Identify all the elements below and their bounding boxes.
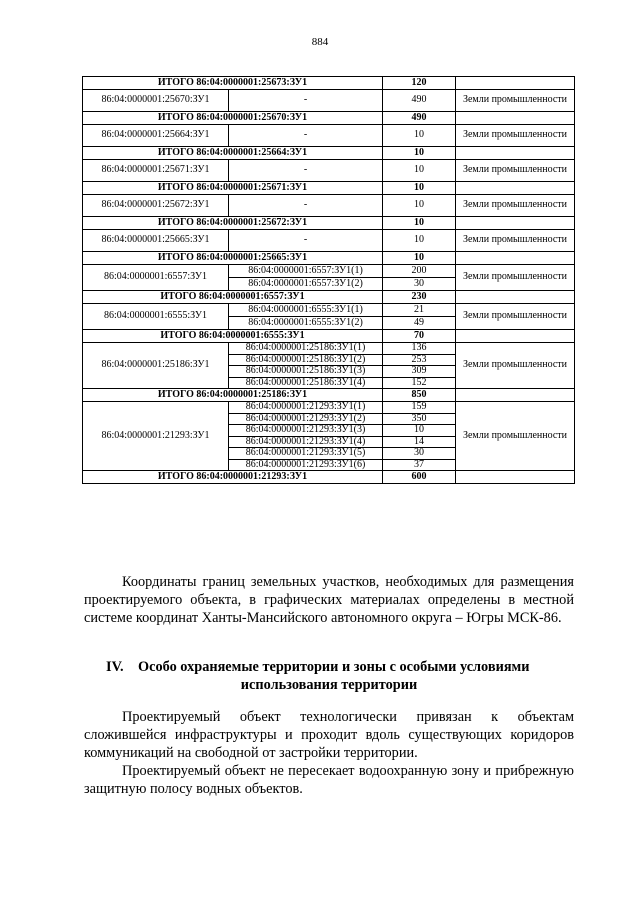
total-label: ИТОГО 86:04:0000001:25665:ЗУ1 (83, 252, 383, 265)
total-value: 10 (383, 252, 456, 265)
section-number: IV. (106, 659, 124, 675)
parcel-number: 86:04:0000001:25671:ЗУ1 (83, 160, 229, 182)
area-value: 30 (383, 278, 456, 291)
area-value: 136 (383, 343, 456, 355)
table-total-row (83, 389, 575, 402)
empty-cell (456, 389, 575, 402)
sub-parcel: 86:04:0000001:21293:ЗУ1(3) (229, 425, 383, 437)
parcel-number: 86:04:0000001:25186:ЗУ1 (83, 343, 229, 389)
total-value: 120 (383, 77, 456, 90)
land-parcels-table-body (83, 77, 575, 484)
empty-cell (456, 112, 575, 125)
empty-cell (456, 182, 575, 195)
sub-parcel: 86:04:0000001:6555:ЗУ1(2) (229, 317, 383, 330)
sub-parcel: - (229, 125, 383, 147)
sub-parcel: 86:04:0000001:6557:ЗУ1(2) (229, 278, 383, 291)
paragraph-water-text: Проектируемый объект не пересекает водоохранную зону и прибрежную защитную полосу водных объектов. (84, 763, 574, 797)
land-category: Земли промышленности (456, 230, 575, 252)
total-label: ИТОГО 86:04:0000001:6557:ЗУ1 (83, 291, 383, 304)
sub-parcel: - (229, 195, 383, 217)
empty-cell (456, 291, 575, 304)
area-value: 10 (383, 195, 456, 217)
area-value: 200 (383, 265, 456, 278)
sub-parcel: - (229, 160, 383, 182)
sub-parcel: 86:04:0000001:25186:ЗУ1(2) (229, 354, 383, 366)
land-category: Земли промышленности (456, 304, 575, 330)
total-label: ИТОГО 86:04:0000001:25673:ЗУ1 (83, 77, 383, 90)
total-value: 10 (383, 182, 456, 195)
land-category: Земли промышленности (456, 343, 575, 389)
land-category: Земли промышленности (456, 90, 575, 112)
land-category: Земли промышленности (456, 125, 575, 147)
area-value: 159 (383, 402, 456, 414)
area-value: 37 (383, 459, 456, 471)
area-value: 14 (383, 436, 456, 448)
total-label: ИТОГО 86:04:0000001:25671:ЗУ1 (83, 182, 383, 195)
paragraph-coordinates (84, 573, 574, 627)
table-row (83, 402, 575, 414)
paragraph-infrastructure (84, 708, 574, 762)
empty-cell (456, 330, 575, 343)
area-value: 490 (383, 90, 456, 112)
area-value: 21 (383, 304, 456, 317)
land-parcels-table (82, 76, 575, 484)
total-value: 10 (383, 147, 456, 160)
total-value: 600 (383, 471, 456, 484)
total-value: 70 (383, 330, 456, 343)
total-value: 10 (383, 217, 456, 230)
sub-parcel: 86:04:0000001:25186:ЗУ1(1) (229, 343, 383, 355)
land-parcels-table-container (82, 76, 574, 484)
empty-cell (456, 147, 575, 160)
sub-parcel: 86:04:0000001:21293:ЗУ1(5) (229, 448, 383, 460)
table-total-row (83, 330, 575, 343)
table-total-row (83, 182, 575, 195)
sub-parcel: 86:04:0000001:25186:ЗУ1(4) (229, 377, 383, 389)
total-label: ИТОГО 86:04:0000001:21293:ЗУ1 (83, 471, 383, 484)
parcel-number: 86:04:0000001:25665:ЗУ1 (83, 230, 229, 252)
parcel-number: 86:04:0000001:25672:ЗУ1 (83, 195, 229, 217)
table-row (83, 265, 575, 278)
table-total-row (83, 471, 575, 484)
area-value: 49 (383, 317, 456, 330)
table-row (83, 90, 575, 112)
parcel-number: 86:04:0000001:25670:ЗУ1 (83, 90, 229, 112)
total-value: 850 (383, 389, 456, 402)
page-number: 884 (311, 36, 329, 48)
table-row (83, 230, 575, 252)
section-title-line2: использования территории (240, 677, 418, 693)
sub-parcel: 86:04:0000001:6557:ЗУ1(1) (229, 265, 383, 278)
total-label: ИТОГО 86:04:0000001:25186:ЗУ1 (83, 389, 383, 402)
parcel-number: 86:04:0000001:25664:ЗУ1 (83, 125, 229, 147)
sub-parcel: 86:04:0000001:21293:ЗУ1(6) (229, 459, 383, 471)
sub-parcel: - (229, 90, 383, 112)
total-value: 490 (383, 112, 456, 125)
total-label: ИТОГО 86:04:0000001:25670:ЗУ1 (83, 112, 383, 125)
table-total-row (83, 77, 575, 90)
section-title-line1: Особо охраняемые территории и зоны с особыми условиями (138, 659, 530, 675)
empty-cell (456, 252, 575, 265)
area-value: 350 (383, 413, 456, 425)
table-row (83, 160, 575, 182)
parcel-number: 86:04:0000001:21293:ЗУ1 (83, 402, 229, 471)
paragraph-water (84, 762, 574, 798)
area-value: 10 (383, 425, 456, 437)
sub-parcel: 86:04:0000001:6555:ЗУ1(1) (229, 304, 383, 317)
area-value: 253 (383, 354, 456, 366)
land-category: Земли промышленности (456, 265, 575, 291)
table-total-row (83, 147, 575, 160)
sub-parcel: 86:04:0000001:21293:ЗУ1(1) (229, 402, 383, 414)
area-value: 152 (383, 377, 456, 389)
total-value: 230 (383, 291, 456, 304)
paragraph-infrastructure-text: Проектируемый объект технологически привязан к объектам сложившейся инфраструктуры и проходит вдоль существующих коридоров коммуникаций на свободной от застройки территории. (84, 709, 574, 761)
empty-cell (456, 471, 575, 484)
area-value: 309 (383, 366, 456, 378)
sub-parcel: 86:04:0000001:25186:ЗУ1(3) (229, 366, 383, 378)
total-label: ИТОГО 86:04:0000001:25672:ЗУ1 (83, 217, 383, 230)
table-row (83, 304, 575, 317)
table-total-row (83, 217, 575, 230)
sub-parcel: - (229, 230, 383, 252)
area-value: 10 (383, 125, 456, 147)
land-category: Земли промышленности (456, 402, 575, 471)
area-value: 30 (383, 448, 456, 460)
table-row (83, 195, 575, 217)
table-total-row (83, 252, 575, 265)
paragraph-coordinates-text: Координаты границ земельных участков, необходимых для размещения проектируемого объекта, в графических материалах определены в местной системе координат Ханты-Мансийского автономного округа – Югры МСК-86. (84, 574, 574, 626)
empty-cell (456, 77, 575, 90)
table-row (83, 343, 575, 355)
sub-parcel: 86:04:0000001:21293:ЗУ1(4) (229, 436, 383, 448)
total-label: ИТОГО 86:04:0000001:6555:ЗУ1 (83, 330, 383, 343)
total-label: ИТОГО 86:04:0000001:25664:ЗУ1 (83, 147, 383, 160)
empty-cell (456, 217, 575, 230)
table-total-row (83, 112, 575, 125)
area-value: 10 (383, 230, 456, 252)
table-row (83, 125, 575, 147)
parcel-number: 86:04:0000001:6555:ЗУ1 (83, 304, 229, 330)
parcel-number: 86:04:0000001:6557:ЗУ1 (83, 265, 229, 291)
sub-parcel: 86:04:0000001:21293:ЗУ1(2) (229, 413, 383, 425)
land-category: Земли промышленности (456, 195, 575, 217)
table-total-row (83, 291, 575, 304)
land-category: Земли промышленности (456, 160, 575, 182)
area-value: 10 (383, 160, 456, 182)
